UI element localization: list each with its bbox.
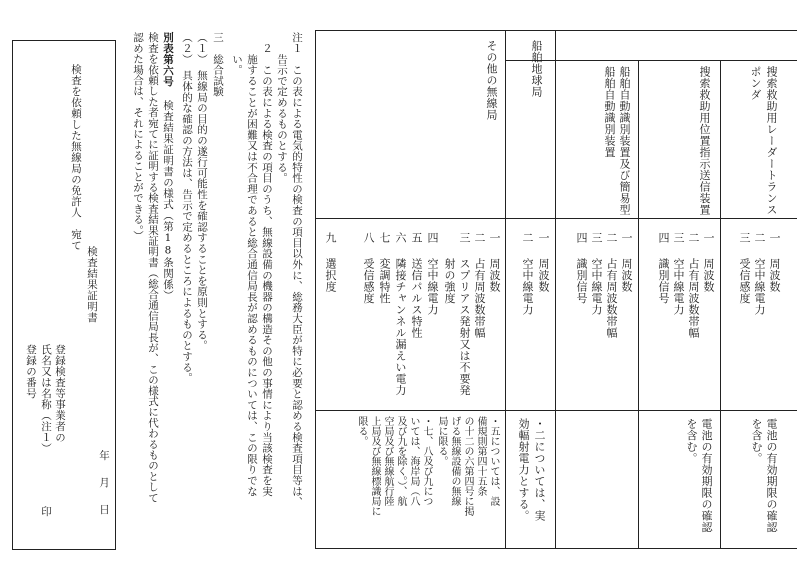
note-2-line1: ２ この表による検査の項目のうち、無線設備の機器の構造その他の事情により当該検査を実 [261,32,273,497]
form-title: 検査結果証明書 [86,246,98,323]
row5-item2-text: 占有周波数帯幅 [473,258,486,339]
row2-item4-text: 識別信号 [657,258,670,304]
row3-item4-text: 識別信号 [575,258,588,304]
note-1-line1: 注１ この表による電気的特性の検査の項目以外に、総務大臣が特に必要と認める検査項目等は、 [291,32,303,508]
form-issuer-label: 登録検査等事業者の [54,344,66,443]
row5-item4-num: 四 [426,232,439,244]
row5-item9-num: 九 [324,232,337,244]
row2-item2-text: 占有周波数帯幅 [687,258,700,339]
row4-item1-text: 周波数 [537,258,550,293]
row3-item1-text: 周波数 [620,258,633,293]
appendix-heading: 別表第六号 [162,32,174,87]
item-column-divider [315,410,797,411]
row2-item2-num: 二 [687,232,700,244]
row5-item9-text: 選択度 [324,258,337,293]
table-top-border [315,30,797,31]
row1-name-line1: 搜索救助用レーダートランス [765,66,778,216]
row-divider-3 [638,60,639,549]
row1-item1-num: 一 [768,232,781,244]
row3-item2-num: 二 [605,232,618,244]
row5-item2-num: 二 [473,232,486,244]
row5-remark-line4: げる無線設備の無線 [449,416,460,506]
row4-item2-text: 空中線電力 [521,258,534,316]
header-split-line [505,60,797,61]
row-divider-4 [720,60,721,549]
table-bottom-border [315,548,797,549]
row5-remark-line5: 局に限る。 [436,416,447,466]
row4-remark-line1: ・二については、実 [533,418,546,522]
row5-remark-line10: 上局及び無線標識局に [369,416,380,516]
note-2-line3: い。 [231,32,243,76]
row-divider-2 [555,30,556,549]
name-column-divider [315,218,797,219]
row3-item3-num: 三 [590,232,603,244]
row1-name-line2: ポンダ [749,66,762,101]
row5-item4-text: 空中線電力 [426,258,439,316]
row2-item4-num: 四 [657,232,670,244]
row3-name-line2: 船舶自動識別装置 [603,66,616,158]
row5-item3-text-cont: 射の強度 [443,258,456,304]
row-divider-1 [505,30,506,549]
row1-remark-line2: を含む。 [750,418,763,464]
form-seal: 印 [40,506,52,517]
row5-item3-text: スプリアス発射又は不要発 [458,258,471,396]
table-left-border [315,30,316,549]
row5-remark-line7: いては、海岸局（八 [408,416,419,506]
row5-remark-line9: 空局及び無線航行陸 [382,416,393,506]
appendix-description-line1: 検査を依頼した者宛てに証明する検査結果証明書（総合通信局長が、この様式に代わるものとして [147,32,159,503]
row2-remark-line2: を含む。 [685,418,698,464]
row2-remark-line1: 電池の有効期限の確認 [700,418,713,533]
section-3-item-2: （２） 具体的な確認の方法は、告示で定めるところによるものとする。 [181,32,193,384]
row2-name-line1: 搜索救助用位置指示送信装置 [698,66,711,216]
row3-item1-num: 一 [620,232,633,244]
row1-item1-text: 周波数 [768,258,781,293]
row5-item7-text: 変調特性 [378,258,391,304]
row5-item5-text: 送信パルス特性 [410,258,423,339]
row4-remark-line2: 効輻射電力とする。 [517,418,530,522]
row5-item5-num: 五 [410,232,423,244]
row5-item6-text: 隣接チャンネル漏えい電力 [394,258,407,396]
form-registration-number: 登録の番号 [25,344,37,399]
row5-remark-line11: 限る。 [356,416,367,446]
row1-remark-line1: 電池の有効期限の確認 [765,418,778,533]
note-1-line2: 告示で定めるものとする。 [276,32,288,184]
section-3-heading: 三 総合試験 [212,32,224,97]
row3-name-line1: 船舶自動識別装置及び簡易型 [618,66,631,216]
row5-remark-line1: ・五については、設 [488,416,499,506]
row5-item8-text: 受信感度 [362,258,375,304]
row5-remark-line8: 及び九を除く。）、航 [395,416,406,506]
row2-item1-num: 一 [702,232,715,244]
row4-item1-num: 一 [537,232,550,244]
row2-item3-num: 三 [672,232,685,244]
row4-name-line1: 船舶地球局 [530,40,543,98]
row5-item7-num: 七 [378,232,391,244]
row1-item2-num: 二 [753,232,766,244]
section-3-item-1: （１） 無線局の目的の遂行可能性を確認することを原則とする。 [196,32,208,351]
appendix-description-line2: 認めた場合は、それによることができる。） [132,32,144,241]
row5-remark-line6: ・七、八及び九につ [421,416,432,506]
row4-item2-num: 二 [521,232,534,244]
row3-item2-text: 占有周波数帯幅 [605,258,618,339]
appendix-title: 検査結果証明書の様式（第18条関係） [162,100,174,301]
row1-item3-text: 受信感度 [738,258,751,304]
row5-item6-num: 六 [394,232,407,244]
row5-remark-line2: 備規則第四十五条 [475,416,486,496]
row5-item8-num: 八 [362,232,375,244]
row5-item1-num: 一 [488,232,501,244]
row5-item3-num: 三 [458,232,471,244]
row3-item4-num: 四 [575,232,588,244]
form-issuer-name: 氏名又は名称（注１） [40,344,52,454]
row1-item3-num: 三 [738,232,751,244]
row5-name-line1: その他の無線局 [485,40,498,121]
form-date: 年 月 日 [98,450,110,518]
note-2-line2: 施することが困難又は不合理であると総合通信局長が認めるものについては、この限りでな [246,32,258,497]
row2-item3-text: 空中線電力 [672,258,685,316]
row3-item3-text: 空中線電力 [590,258,603,316]
row1-item2-text: 空中線電力 [753,258,766,316]
row5-remark-line3: の十二の六第四号に掲 [462,416,473,516]
row5-item1-text: 周波数 [488,258,501,293]
row2-item1-text: 周波数 [702,258,715,293]
form-recipient: 検査を依頼した無線局の免許人 宛て [70,64,82,251]
